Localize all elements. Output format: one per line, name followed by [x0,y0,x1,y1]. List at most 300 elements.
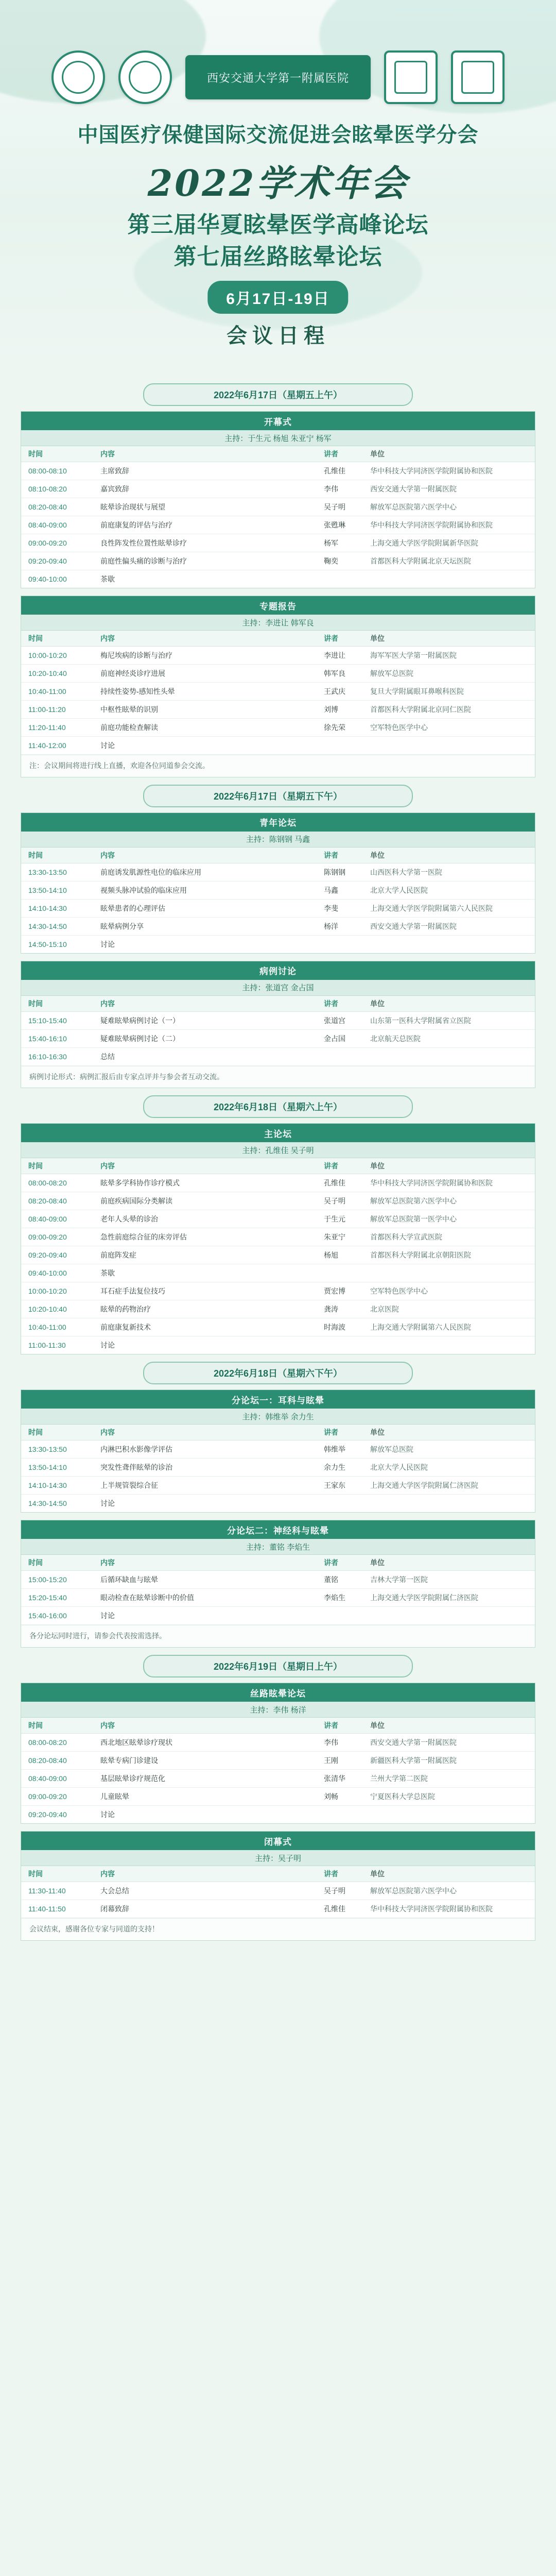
day-banner: 2022年6月18日（星期六上午） [143,1095,413,1118]
table-row [21,498,535,516]
session-chairs: 主持：陈钢钢 马鑫 [21,832,535,848]
column-header-time: 时间 [28,1162,43,1171]
column-header-speaker: 讲者 [324,450,338,458]
cell-topic: 前庭阵发症 [100,1251,136,1260]
table-row [21,1882,535,1900]
cell-topic: 儿童眩晕 [100,1792,129,1801]
cell-org: 北京航天总医院 [370,1034,421,1043]
cell-org: 上海交通大学医学院附属仁济医院 [370,1594,478,1602]
column-header-org: 单位 [370,450,385,458]
cell-time: 14:50-15:10 [28,940,67,948]
session-block [21,411,535,588]
cell-speaker: 杨洋 [324,922,338,930]
cell-speaker: 余力生 [324,1463,345,1472]
table-row [21,863,535,882]
table-header [21,1866,535,1882]
cell-org: 北京大学人民医院 [370,886,428,894]
cell-org: 空军特色医学中心 [370,723,428,732]
table-row [21,1174,535,1192]
table-row [21,936,535,953]
cell-time: 08:20-08:40 [28,1197,67,1206]
cell-time: 10:40-11:00 [28,1323,66,1332]
cell-topic: 讨论 [100,1810,115,1819]
cell-speaker: 李伟 [324,485,338,493]
cell-time: 08:00-08:20 [28,1179,67,1188]
cell-time: 09:00-09:20 [28,1233,67,1242]
cell-org: 西安交通大学第一附属医院 [370,922,457,930]
table-header [21,1718,535,1734]
cell-org: 西安交通大学第一附属医院 [370,485,457,493]
cell-topic: 后循环缺血与眩晕 [100,1575,158,1584]
cell-speaker: 陈钢钢 [324,868,345,876]
column-header-time: 时间 [28,634,43,642]
session-chairs: 主持：孔维佳 吴子明 [21,1142,535,1158]
column-header-org: 单位 [370,851,385,859]
column-header-org: 单位 [370,1558,385,1567]
column-header-speaker: 讲者 [324,1870,338,1878]
cell-time: 09:00-09:20 [28,539,67,547]
cell-topic: 主席致辞 [100,467,129,475]
table-row [21,1752,535,1770]
cell-topic: 前庭功能检查解读 [100,723,158,732]
table-header [21,1555,535,1571]
cell-org: 华中科技大学同济医学院附属协和医院 [370,1905,493,1913]
cell-time: 15:40-16:00 [28,1612,67,1620]
cell-time: 09:20-09:40 [28,1251,67,1260]
column-header-time: 时间 [28,1870,43,1878]
cell-topic: 突发性聋伴眩晕的诊治 [100,1463,172,1472]
cell-topic: 眩晕多学科协作诊疗模式 [100,1179,180,1188]
column-header-speaker: 讲者 [324,1721,338,1730]
table-row [21,1264,535,1282]
session-note: 会议结束，感谢各位专家与同道的支持！ [21,1918,535,1940]
cell-org: 新疆医科大学第一附属医院 [370,1756,457,1765]
cell-org: 山东第一医科大学附属省立医院 [370,1016,471,1025]
cell-org: 上海交通大学医学院附属新华医院 [370,539,478,547]
table-row [21,665,535,683]
cell-time: 15:00-15:20 [28,1575,67,1584]
cell-time: 08:20-08:40 [28,1756,67,1765]
cell-topic: 眩晕的药物治疗 [100,1305,151,1314]
cell-org: 兰州大学第二医院 [370,1774,428,1783]
cell-speaker: 吴子明 [324,503,345,511]
cell-org: 首都医科大学宣武医院 [370,1233,442,1242]
column-header-topic: 内容 [100,1558,115,1567]
forum-title-1: 第三届华夏眩晕医学高峰论坛 [127,212,429,238]
cell-topic: 前庭性偏头痛的诊断与治疗 [100,557,187,565]
session-title: 丝路眩晕论坛 [21,1683,535,1702]
column-header-time: 时间 [28,1721,43,1730]
table-row [21,1900,535,1918]
table-row [21,900,535,918]
table-row [21,1246,535,1264]
cell-time: 14:30-14:50 [28,922,67,930]
cell-speaker: 金占国 [324,1034,345,1043]
cell-speaker: 张道宫 [324,1016,345,1025]
cell-topic: 内淋巴积水影像学评估 [100,1445,172,1454]
cell-time: 10:40-11:00 [28,687,66,696]
cell-topic: 茶歇 [100,575,115,583]
cell-time: 08:40-09:00 [28,521,67,529]
column-header-speaker: 讲者 [324,634,338,642]
cell-org: 复旦大学附属眼耳鼻喉科医院 [370,687,464,696]
column-header-topic: 内容 [100,999,115,1008]
cell-time: 13:30-13:50 [28,1445,67,1454]
cell-org: 吉林大学第一医院 [370,1575,428,1584]
column-header-time: 时间 [28,851,43,859]
column-header-speaker: 讲者 [324,999,338,1008]
cell-topic: 老年人头晕的诊治 [100,1215,158,1224]
cell-org: 海军军医大学第一附属医院 [370,651,457,659]
session-block [21,596,535,777]
session-chairs: 主持：吴子明 [21,1850,535,1866]
column-header-speaker: 讲者 [324,1162,338,1171]
cell-topic: 疑难眩晕病例讨论（二） [100,1034,180,1043]
cell-topic: 西北地区眩晕诊疗现状 [100,1738,172,1747]
cell-speaker: 吴子明 [324,1197,345,1206]
table-row [21,918,535,936]
table-row [21,1788,535,1806]
table-row [21,1440,535,1459]
cell-time: 16:10-16:30 [28,1052,67,1061]
cell-speaker: 王武庆 [324,687,345,696]
cell-speaker: 刘博 [324,705,338,714]
table-row [21,719,535,737]
cell-speaker: 于生元 [324,1215,345,1224]
cell-time: 08:00-08:10 [28,467,67,475]
cell-time: 11:40-12:00 [28,741,66,750]
cell-topic: 持续性姿势-感知性头晕 [100,687,175,696]
cell-time: 09:00-09:20 [28,1792,67,1801]
cell-org: 解放军总医院第一医学中心 [370,1215,457,1224]
table-row [21,1336,535,1354]
cell-speaker: 时海波 [324,1323,345,1332]
cell-time: 14:10-14:30 [28,1481,67,1490]
table-row [21,1806,535,1823]
table-row [21,480,535,498]
cell-topic: 梅尼埃病的诊断与治疗 [100,651,172,659]
cell-org: 解放军总医院第六医学中心 [370,1887,457,1895]
table-row [21,1495,535,1512]
cell-speaker: 王家东 [324,1481,345,1490]
cell-time: 09:40-10:00 [28,1269,67,1278]
table-row [21,1228,535,1246]
session-chairs: 主持：李进让 韩军良 [21,615,535,631]
session-block [21,1389,535,1513]
column-header-org: 单位 [370,634,385,642]
cell-time: 13:50-14:10 [28,1463,67,1472]
table-row [21,1318,535,1336]
header [0,0,556,371]
cell-topic: 前庭康复新技术 [100,1323,151,1332]
cell-speaker: 孔维佳 [324,467,345,475]
cell-time: 09:20-09:40 [28,1810,67,1819]
cell-topic: 眩晕专病门诊建设 [100,1756,158,1765]
cell-time: 14:10-14:30 [28,904,67,912]
session-title: 闭幕式 [21,1832,535,1850]
cell-time: 11:00-11:30 [28,1341,66,1350]
cell-time: 15:40-16:10 [28,1034,67,1043]
table-row [21,1459,535,1477]
cell-topic: 前庭康复的评估与治疗 [100,521,172,529]
table-row [21,1571,535,1589]
session-block [21,1123,535,1354]
session-chairs: 主持：韩维举 余力生 [21,1409,535,1425]
table-row [21,1589,535,1607]
cell-time: 09:40-10:00 [28,575,67,583]
session-title: 病例讨论 [21,961,535,980]
session-block [21,812,535,954]
table-row [21,737,535,755]
table-row [21,882,535,900]
cell-time: 08:40-09:00 [28,1774,67,1783]
cell-topic: 总结 [100,1052,115,1061]
organizer-title: 中国医疗保健国际交流促进会眩晕医学分会 [77,124,479,146]
cell-time: 08:10-08:20 [28,485,67,493]
session-block [21,1683,535,1824]
day-banner: 2022年6月19日（星期日上午） [143,1655,413,1677]
cell-topic: 闭幕致辞 [100,1905,129,1913]
cell-org: 首都医科大学附属北京同仁医院 [370,705,471,714]
cell-org: 解放军总医院 [370,669,413,677]
cell-speaker: 李焰生 [324,1594,345,1602]
cell-org: 上海交通大学医学院附属第六人民医院 [370,904,493,912]
cell-topic: 大会总结 [100,1887,129,1895]
day-banner: 2022年6月17日（星期五上午） [143,383,413,406]
cell-org: 空军特色医学中心 [370,1287,428,1296]
table-row [21,1030,535,1048]
session-block [21,1520,535,1648]
table-row [21,1012,535,1030]
table-header [21,631,535,647]
cell-org: 华中科技大学同济医学院附属协和医院 [370,467,493,475]
cell-time: 08:40-09:00 [28,1215,67,1224]
column-header-org: 单位 [370,1870,385,1878]
cell-speaker: 马鑫 [324,886,338,894]
cell-speaker: 鞠奕 [324,557,338,565]
cell-time: 08:00-08:20 [28,1738,67,1747]
cell-topic: 讨论 [100,741,115,750]
table-row [21,1477,535,1495]
cell-speaker: 孔维佳 [324,1179,345,1188]
journal-logo-icon [451,50,505,104]
cell-speaker: 张清华 [324,1774,345,1783]
table-row [21,534,535,552]
table-row [21,1282,535,1300]
cell-topic: 眩晕患者的心理评估 [100,904,165,912]
cell-org: 山西医科大学第一医院 [370,868,442,876]
day-banner: 2022年6月17日（星期五下午） [143,785,413,807]
cell-time: 09:20-09:40 [28,557,67,565]
session-chairs: 主持：于生元 杨旭 朱亚宁 杨军 [21,430,535,446]
cell-topic: 讨论 [100,1612,115,1620]
cell-speaker: 龚涛 [324,1305,338,1314]
session-block [21,1831,535,1941]
column-header-topic: 内容 [100,1870,115,1878]
hospital-logo: 西安交通大学第一附属医院 [185,55,371,99]
table-row [21,462,535,480]
cell-speaker: 董铭 [324,1575,338,1584]
cell-topic: 前庭神经炎诊疗进展 [100,669,165,677]
cell-org: 宁夏医科大学总医院 [370,1792,435,1801]
cell-time: 08:20-08:40 [28,503,67,511]
session-chairs: 主持：董铭 李焰生 [21,1539,535,1555]
column-header-topic: 内容 [100,450,115,458]
forum-title-2: 第七届丝路眩晕论坛 [173,244,383,269]
cell-speaker: 李进让 [324,651,345,659]
table-row [21,683,535,701]
cell-speaker: 张甦琳 [324,521,345,529]
cell-time: 10:20-10:40 [28,669,67,677]
column-header-topic: 内容 [100,851,115,859]
session-note: 各分论坛同时进行，请参会代表按需选择。 [21,1625,535,1647]
cell-time: 10:00-10:20 [28,651,67,659]
cell-org: 上海交通大学医学院附属仁济医院 [370,1481,478,1490]
column-header-topic: 内容 [100,1162,115,1171]
cell-time: 10:20-10:40 [28,1305,67,1314]
cell-topic: 讨论 [100,1341,115,1350]
column-header-time: 时间 [28,450,43,458]
session-note: 病例讨论形式：病例汇报后由专家点评并与参会者互动交流。 [21,1066,535,1088]
annual-meeting-title: 2022学术年会 [147,162,409,205]
session-title: 青年论坛 [21,813,535,832]
cell-topic: 良性阵发性位置性眩晕诊疗 [100,539,187,547]
cell-org: 华中科技大学同济医学院附属协和医院 [370,521,493,529]
cell-speaker: 朱亚宁 [324,1233,345,1242]
cell-topic: 讨论 [100,940,115,948]
column-header-speaker: 讲者 [324,1558,338,1567]
agenda [21,376,535,1948]
session-note: 注：会议期间将进行线上直播，欢迎各位同道参会交流。 [21,755,535,777]
table-header [21,446,535,462]
cell-speaker: 韩军良 [324,669,345,677]
cell-topic: 急性前庭综合征的床旁评估 [100,1233,187,1242]
cell-org: 首都医科大学附属北京朝阳医院 [370,1251,471,1260]
cell-topic: 眩晕诊治现状与展望 [100,503,165,511]
column-header-time: 时间 [28,1428,43,1437]
cell-org: 西安交通大学第一附属医院 [370,1738,457,1747]
society-logo-icon [51,50,105,104]
cell-time: 11:40-11:50 [28,1905,66,1913]
session-title: 分论坛二：神经科与眩晕 [21,1520,535,1539]
cell-speaker: 吴子明 [324,1887,345,1895]
column-header-org: 单位 [370,1162,385,1171]
cell-topic: 眩晕病例分享 [100,922,144,930]
cell-org: 解放军总医院第六医学中心 [370,1197,457,1206]
cell-topic: 茶歇 [100,1269,115,1278]
cell-time: 13:30-13:50 [28,868,67,876]
cell-time: 10:00-10:20 [28,1287,67,1296]
cell-time: 11:00-11:20 [28,705,66,714]
cell-org: 解放军总医院 [370,1445,413,1454]
cell-topic: 讨论 [100,1499,115,1508]
day-banner: 2022年6月18日（星期六下午） [143,1362,413,1384]
column-header-topic: 内容 [100,634,115,642]
cell-speaker: 李伟 [324,1738,338,1747]
table-row [21,1048,535,1066]
session-title: 开幕式 [21,412,535,430]
table-header [21,1425,535,1440]
cell-time: 14:30-14:50 [28,1499,67,1508]
session-title: 专题报告 [21,596,535,615]
cell-topic: 中枢性眩晕的识别 [100,705,158,714]
cell-speaker: 刘畅 [324,1792,338,1801]
cell-org: 华中科技大学同济医学院附属协和医院 [370,1179,493,1188]
column-header-time: 时间 [28,1558,43,1567]
cell-speaker: 杨旭 [324,1251,338,1260]
cell-speaker: 杨军 [324,539,338,547]
table-header [21,848,535,863]
cell-topic: 眼动检查在眩晕诊断中的价值 [100,1594,194,1602]
table-row [21,1192,535,1210]
session-block [21,961,535,1089]
column-header-org: 单位 [370,1721,385,1730]
session-title: 分论坛一：耳科与眩晕 [21,1390,535,1409]
table-row [21,1770,535,1788]
cell-topic: 疑难眩晕病例讨论（一） [100,1016,180,1025]
table-header [21,996,535,1012]
cell-topic: 嘉宾致辞 [100,485,129,493]
table-row [21,552,535,570]
cell-time: 15:20-15:40 [28,1594,67,1602]
cell-time: 13:50-14:10 [28,886,67,894]
cell-topic: 视频头脉冲试验的临床应用 [100,886,187,894]
partner-logo-icon [384,50,438,104]
column-header-speaker: 讲者 [324,1428,338,1437]
table-row [21,1734,535,1752]
column-header-org: 单位 [370,999,385,1008]
table-row [21,1300,535,1318]
cell-time: 15:10-15:40 [28,1016,67,1025]
cell-topic: 基层眩晕诊疗规范化 [100,1774,165,1783]
column-header-org: 单位 [370,1428,385,1437]
cell-topic: 前庭疾病国际分类解读 [100,1197,172,1206]
cell-speaker: 韩维举 [324,1445,345,1454]
cell-topic: 耳石症手法复位技巧 [100,1287,165,1296]
table-row [21,1210,535,1228]
cell-speaker: 孔维佳 [324,1905,345,1913]
cell-org: 北京大学人民医院 [370,1463,428,1472]
association-logo-icon [118,50,172,104]
session-title: 主论坛 [21,1124,535,1142]
cell-org: 北京医院 [370,1305,399,1314]
table-row [21,647,535,665]
table-row [21,701,535,719]
date-badge: 6月17日-19日 [207,281,348,314]
cell-time: 11:30-11:40 [28,1887,66,1895]
cell-time: 11:20-11:40 [28,723,66,732]
column-header-topic: 内容 [100,1721,115,1730]
cell-org: 首都医科大学附属北京天坛医院 [370,557,471,565]
cell-speaker: 李斐 [324,904,338,912]
cell-topic: 上半规管裂综合征 [100,1481,158,1490]
logo-bar [0,46,556,108]
cell-speaker: 贾宏博 [324,1287,345,1296]
session-chairs: 主持：张道宫 金占国 [21,980,535,996]
table-row [21,1607,535,1625]
cell-org: 上海交通大学附属第六人民医院 [370,1323,471,1332]
cell-org: 解放军总医院第六医学中心 [370,503,457,511]
table-row [21,516,535,534]
table-row [21,570,535,588]
cell-speaker: 王刚 [324,1756,338,1765]
column-header-speaker: 讲者 [324,851,338,859]
cell-topic: 前庭诱发肌源性电位的临床应用 [100,868,201,876]
session-chairs: 主持：李伟 杨洋 [21,1702,535,1718]
column-header-time: 时间 [28,999,43,1008]
cell-speaker: 徐先荣 [324,723,345,732]
agenda-heading: 会议日程 [227,325,329,347]
